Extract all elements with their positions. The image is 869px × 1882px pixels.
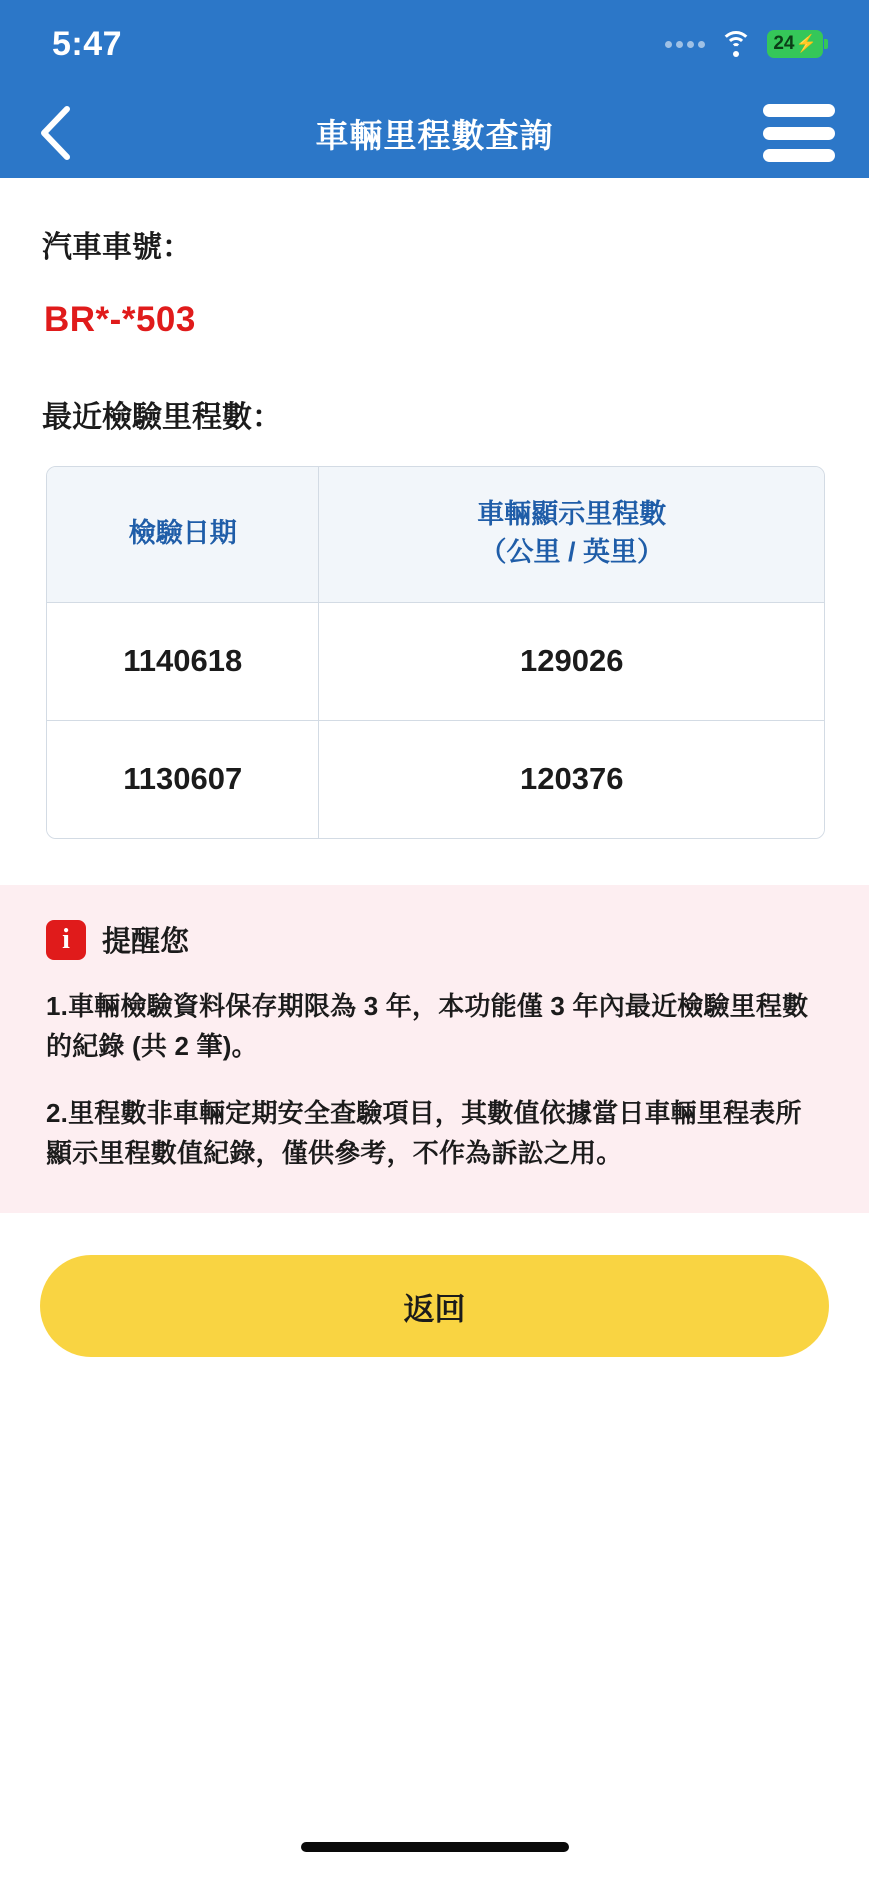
- column-header-date: 檢驗日期: [47, 467, 319, 602]
- status-time: 5:47: [52, 24, 123, 63]
- notice-title: 提醒您: [102, 926, 190, 958]
- return-button[interactable]: 返回: [40, 1255, 829, 1357]
- battery-icon: [767, 30, 823, 58]
- page-title: 車輛里程數查詢: [315, 116, 554, 154]
- battery-level: 24: [773, 33, 795, 54]
- cell-mileage: 129026: [319, 602, 824, 720]
- wifi-icon: [719, 31, 753, 57]
- nav-bar: [0, 88, 869, 178]
- recent-mileage-label: 最近檢驗里程數：: [42, 401, 282, 434]
- plate-value: BR*-*503: [44, 300, 196, 339]
- status-indicators: [665, 30, 823, 58]
- notice-header: [46, 919, 825, 960]
- cell-date: 1130607: [47, 720, 319, 838]
- chevron-left-icon: [37, 104, 73, 162]
- notice-line-1: 1.車輛檢驗資料保存期限為 3 年，本功能僅 3 年內最近檢驗里程數的紀錄 (共 2 筆)。: [46, 991, 809, 1062]
- column-header-mileage: [319, 467, 824, 602]
- mileage-table: [46, 466, 825, 839]
- notice-panel: [0, 885, 869, 1213]
- main-content: [0, 178, 869, 1812]
- table-row: [47, 720, 824, 838]
- button-area: [0, 1213, 869, 1357]
- back-button[interactable]: [0, 88, 110, 178]
- signal-dots-icon: [665, 41, 705, 48]
- notice-line-2: 2.里程數非車輛定期安全查驗項目，其數值依據當日車輛里程表所顯示里程數值紀錄，僅供參考，不作為訴訟之用。: [46, 1097, 802, 1168]
- table-row: [47, 602, 824, 720]
- plate-label: 汽車車號：: [42, 231, 192, 264]
- table-header-row: [47, 467, 824, 602]
- cell-date: 1140618: [47, 602, 319, 720]
- cell-mileage: 120376: [319, 720, 824, 838]
- column-header-mileage-sub: （公里 / 英里）: [479, 537, 664, 568]
- bolt-icon: ⚡: [795, 34, 817, 53]
- status-bar: [0, 0, 869, 88]
- hamburger-menu-icon[interactable]: [763, 104, 835, 162]
- column-header-mileage-main: 車輛顯示里程數: [477, 499, 667, 530]
- home-indicator-area: [0, 1812, 869, 1882]
- home-indicator[interactable]: [301, 1842, 569, 1852]
- info-icon: i: [46, 920, 86, 960]
